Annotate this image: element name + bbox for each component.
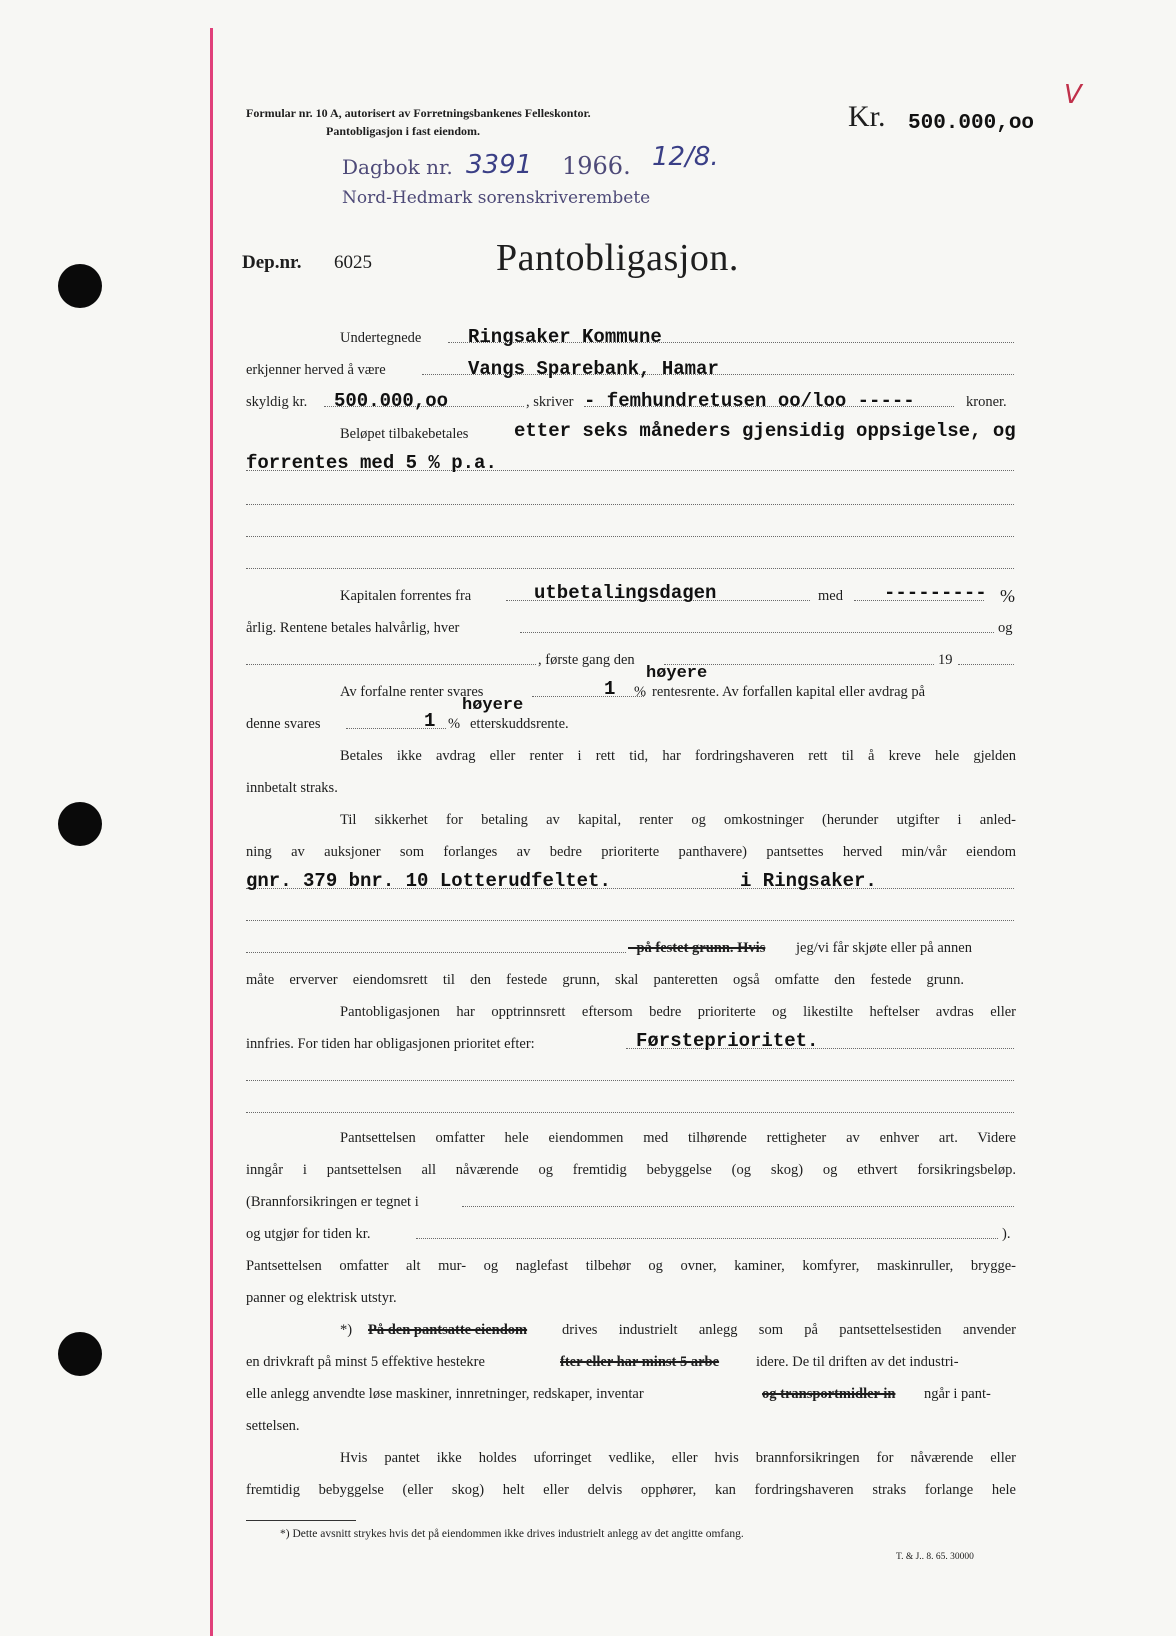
hvis-line-2: fremtidig bebyggelse (eller skog) helt eller delvis opphører, kan fordringshaveren straks forlange hele — [246, 1482, 1016, 1498]
skyldig-label: skyldig kr. — [246, 394, 308, 410]
margin-line — [210, 28, 213, 1636]
dotted-line — [246, 952, 626, 953]
omfatter-line-2: inngår i pantsettelsen all nåværende og fremtidig bebyggelse (og skog) og ethvert forsikringsbeløp. — [246, 1162, 1016, 1178]
punch-hole — [58, 1332, 102, 1376]
dotted-line — [246, 1112, 1014, 1113]
dotted-line — [416, 1238, 998, 1239]
kraft-b: idere. De til driften av det industri- — [756, 1354, 959, 1370]
skriver-value: - femhundretusen oo/loo ----- — [584, 390, 915, 412]
settelsen: settelsen. — [246, 1418, 300, 1434]
dotted-line — [532, 696, 644, 697]
sikkerhet-line-1: Til sikkerhet for betaling av kapital, renter og omkostninger (herunder utgifter i anled- — [340, 812, 1016, 828]
undertegnede-label: Undertegnede — [340, 330, 422, 346]
kapitalen-value: utbetalingsdagen — [534, 582, 717, 604]
opptrinn-line-1: Pantobligasjonen har opptrinnsrett eftersom bedre prioriterte og likestilte heftelser avdras eller — [340, 1004, 1016, 1020]
belopet-value-1: etter seks måneders gjensidig oppsigelse, og — [514, 420, 1016, 442]
erkjenner-label: erkjenner herved å være — [246, 362, 386, 378]
form-line-1: Formular nr. 10 A, autorisert av Forretningsbankenes Felleskontor. — [246, 106, 591, 120]
anlegg-struck: og transportmidler in — [762, 1386, 896, 1402]
denne-label: denne svares — [246, 716, 321, 732]
dagbok-date: 12/8. — [652, 142, 719, 172]
dotted-line — [958, 664, 1014, 665]
star-struck: På den pantsatte eiendom — [368, 1322, 528, 1338]
form-line-2: Pantobligasjon i fast eiendom. — [326, 124, 481, 138]
office-stamp: Nord-Hedmark sorenskriverembete — [342, 188, 651, 208]
dep-label: Dep.nr. — [242, 252, 302, 273]
denne-percent: % — [448, 716, 461, 732]
forfalne-percent: % — [634, 684, 647, 700]
dotted-line — [246, 1080, 1014, 1081]
forfalne-value: 1 — [604, 678, 616, 700]
printer-mark: T. & J.. 8. 65. 30000 — [896, 1552, 974, 1562]
dagbok-year: 1966. — [562, 152, 631, 180]
hvis-line-1: Hvis pantet ikke holdes uforringet vedlike, eller hvis brannforsikringen for nåværende eller — [340, 1450, 1016, 1466]
kroner-label: kroner. — [966, 394, 1007, 410]
percent-sign: % — [1000, 586, 1015, 606]
alt-line-1: Pantsettelsen omfatter alt mur- og naglefast tilbehør og ovner, kaminer, komfyrer, maskinruller, brygge- — [246, 1258, 1016, 1274]
dotted-line — [246, 664, 536, 665]
utgjor-label: og utgjør for tiden kr. — [246, 1226, 371, 1242]
arlig-label: årlig. Rentene betales halvårlig, hver — [246, 620, 460, 636]
kapitalen-label: Kapitalen forrentes fra — [340, 588, 472, 604]
med-value: --------- — [884, 582, 987, 604]
dagbok-number: 3391 — [466, 150, 533, 180]
alt-line-2: panner og elektrisk utstyr. — [246, 1290, 397, 1306]
property-location: i Ringsaker. — [740, 870, 877, 892]
dotted-line — [246, 536, 1014, 537]
dotted-line — [462, 1206, 1014, 1207]
undertegnede-value: Ringsaker Kommune — [468, 326, 662, 348]
prioritet-value: Førsteprioritet. — [636, 1030, 819, 1052]
sikkerhet-line-2: ning av auksjoner som forlanges av bedre prioriterte panthavere) pantsettes herved min/vår eiendom — [246, 844, 1016, 860]
kr-amount: 500.000,oo — [908, 112, 1035, 135]
dotted-line — [520, 632, 994, 633]
dotted-line — [246, 568, 1014, 569]
property-value: gnr. 379 bnr. 10 Lotterudfeltet. — [246, 870, 611, 892]
med-label: med — [818, 588, 843, 604]
denne-value: 1 — [424, 710, 436, 732]
forfalne-handwritten: høyere — [646, 664, 708, 683]
dagbok-label: Dagbok nr. — [342, 155, 453, 179]
skyldig-value: 500.000,oo — [334, 390, 449, 412]
mate-line: måte erverver eiendomsrett til den festede grunn, skal panteretten også omfatte den festede grunn. — [246, 972, 964, 988]
forfalne-label: Av forfalne renter svares — [340, 684, 484, 700]
dotted-line — [246, 504, 1014, 505]
omfatter-line-1: Pantsettelsen omfatter hele eiendommen med tilhørende rettigheter av enhver art. Videre — [340, 1130, 1016, 1146]
punch-hole — [58, 264, 102, 308]
anlegg-a: elle anlegg anvendte løse maskiner, innretninger, redskaper, inventar — [246, 1386, 644, 1402]
betales-line-1: Betales ikke avdrag eller renter i rett tid, har fordringshaveren rett til å kreve hele gjelden — [340, 748, 1016, 764]
og-label: og — [998, 620, 1013, 636]
forfalne-rest: rentesrente. Av forfallen kapital eller avdrag på — [652, 684, 926, 700]
belopet-value-2: forrentes med 5 % p.a. — [246, 452, 497, 474]
year-prefix: 19 — [938, 652, 953, 668]
footnote: *) Dette avsnitt strykes hvis det på eiendommen ikke drives industrielt anlegg av det angitte omfang. — [280, 1528, 744, 1540]
utgjor-end: ). — [1002, 1226, 1011, 1242]
festet-struck: - på festet grunn. Hvis — [628, 940, 766, 956]
kraft-a: en drivkraft på minst 5 effektive hestekre — [246, 1354, 485, 1370]
belopet-label: Beløpet tilbakebetales — [340, 426, 469, 442]
dotted-line — [246, 920, 1014, 921]
forste-gang-label: , første gang den — [538, 652, 635, 668]
brann-label: (Brannforsikringen er tegnet i — [246, 1194, 419, 1210]
kr-label: Kr. — [848, 100, 886, 133]
star-prefix: *) — [340, 1322, 353, 1338]
check-mark: V — [1064, 80, 1082, 110]
kraft-struck: fter eller har minst 5 arbe — [560, 1354, 720, 1370]
festet-rest: jeg/vi får skjøte eller på annen — [796, 940, 972, 956]
anlegg-b: ngår i pant- — [924, 1386, 991, 1402]
opptrinn-line-2: innfries. For tiden har obligasjonen prioritet efter: — [246, 1036, 535, 1052]
skriver-label: , skriver — [526, 394, 574, 410]
footnote-rule — [246, 1520, 356, 1521]
star-rest: drives industrielt anlegg som på pantsettelsestiden anvender — [562, 1322, 1016, 1338]
betales-line-2: innbetalt straks. — [246, 780, 338, 796]
erkjenner-value: Vangs Sparebank, Hamar — [468, 358, 719, 380]
dep-number: 6025 — [334, 252, 372, 273]
denne-handwritten: høyere — [462, 696, 524, 715]
punch-hole — [58, 802, 102, 846]
denne-rest: etterskuddsrente. — [470, 716, 569, 732]
document-title: Pantobligasjon. — [496, 237, 739, 279]
